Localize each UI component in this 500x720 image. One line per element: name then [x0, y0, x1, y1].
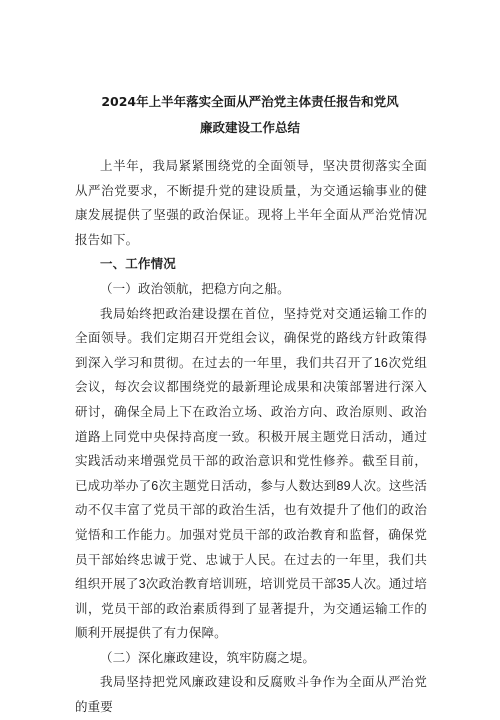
subsection-heading-political-leadership: （一）政治领航，把稳方向之船。	[100, 280, 290, 296]
paragraph-text: 次主题党日活动，参与人数达到	[158, 477, 337, 493]
paragraph-text: 人次。通过培训，党员干部的政治素质得到了显著提升，为交通运输工作的顺利开展提供了有力保障。	[75, 576, 427, 641]
paragraph-text: 次党组会议，每次会议都围绕党的最新理论成果和决策部署进行深入研讨，确保全局上下在政治立场、政治方向、政治原则、政治道路上同党中央保持高度一致。积极开展主题党日活动，通过实践活动来增强党员干部的政治意识和党性修养。截至目前，已成功举办了	[75, 354, 428, 493]
document-body	[75, 154, 427, 720]
number-trainees: 35	[336, 577, 351, 592]
intro-paragraph: 上半年，我局紧紧围绕党的全面领导，坚决贯彻落实全面从严治党要求，不断提升党的建设质量，为交通运输事业的健康发展提供了坚强的政治保证。现将上半年全面从严治党情况报告如下。	[75, 158, 427, 247]
paragraph-political-building	[75, 302, 427, 646]
paragraph-text: 次政治教育培训班，培训党员干部	[145, 576, 337, 592]
number-training-classes: 3	[138, 577, 146, 592]
subsection-heading-integrity-building: （二）深化廉政建设，筑牢防腐之堤。	[100, 649, 316, 665]
section-heading-work-status: 一、工作情况	[100, 256, 176, 272]
paragraph-integrity-start: 我局坚持把党风廉政建设和反腐败斗争作为全面从严治党的重要	[75, 674, 427, 715]
document-title-line-2: 廉政建设工作总结	[199, 120, 300, 135]
paragraph-text: 人次。这些活动不仅丰富了党员干部的政治生活，也有效提升了他们的政治觉悟和工作能力。加强对党员干部的政治教育和监督，确保党员干部始终忠诚于党、忠诚于人民。在过去的一年里，我们共组织开展了	[75, 477, 427, 592]
paragraph-text: 我局始终把政治建设摆在首位，坚持党对交通运输工作的全面领导。我们定期召开党组会议，确保党的路线方针政策得到深入学习和贯彻。在过去的一年里，我们共召开了	[75, 305, 427, 370]
number-party-meetings: 16	[373, 355, 389, 370]
document-title-line-1: 2024年上半年落实全面从严治党主体责任报告和党风	[101, 94, 399, 109]
number-participants: 89	[336, 478, 351, 493]
number-theme-activities: 6	[151, 478, 159, 493]
